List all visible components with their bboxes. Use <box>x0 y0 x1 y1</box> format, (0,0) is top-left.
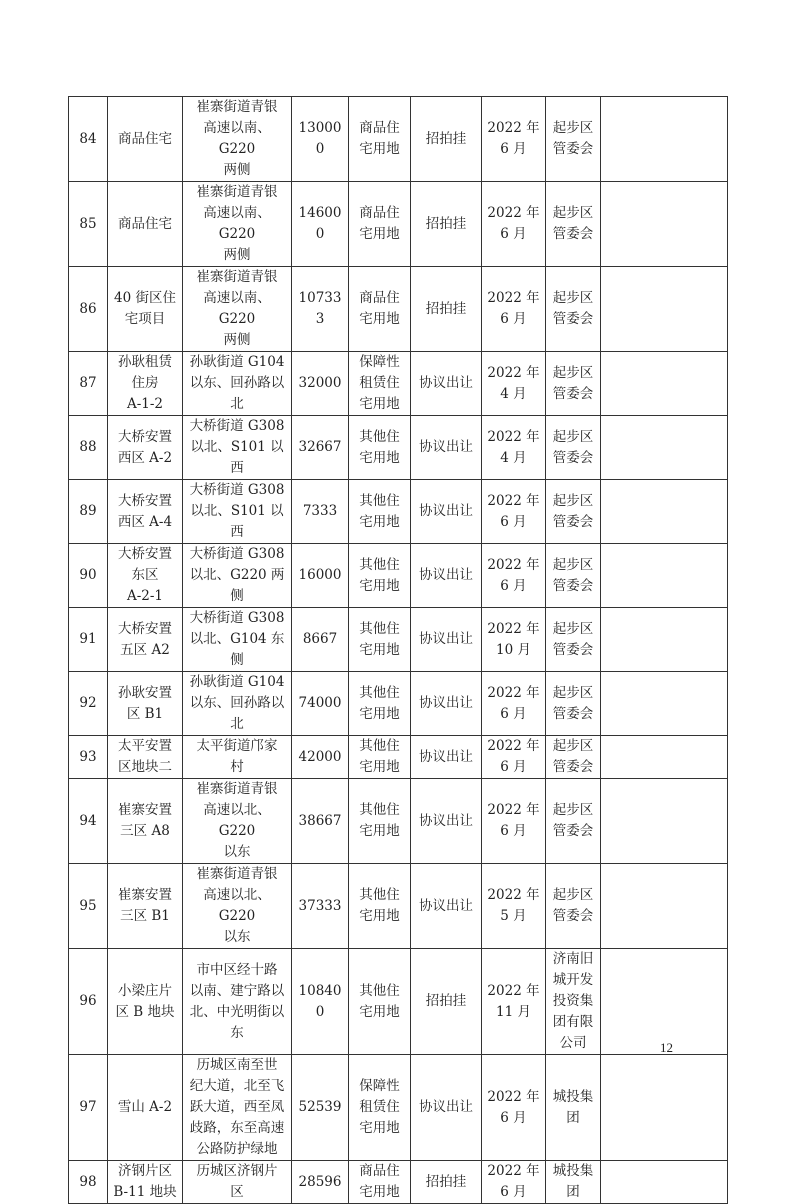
cell-method: 协议出让 <box>411 779 482 864</box>
cell-no: 94 <box>69 779 108 864</box>
cell-no: 91 <box>69 608 108 672</box>
cell-area: 7333 <box>292 480 349 544</box>
cell-note <box>601 736 728 779</box>
table-row <box>69 1161 728 1204</box>
cell-location: 崔寨街道青银 高速以北、G220 以东 <box>183 779 292 864</box>
table-row <box>69 480 728 544</box>
cell-use: 其他住 宅用地 <box>349 672 411 736</box>
cell-unit: 起步区 管委会 <box>546 416 601 480</box>
cell-method: 协议出让 <box>411 1055 482 1161</box>
cell-method: 协议出让 <box>411 480 482 544</box>
cell-time: 2022 年 6 月 <box>482 544 546 608</box>
cell-note <box>601 182 728 267</box>
cell-area: 14600 0 <box>292 182 349 267</box>
cell-area: 10840 0 <box>292 949 349 1055</box>
cell-unit: 起步区 管委会 <box>546 736 601 779</box>
cell-location: 历城区南至世 纪大道，北至飞 跃大道，西至凤 歧路，东至高速 公路防护绿地 <box>183 1055 292 1161</box>
cell-location: 历城区济钢片 区 <box>183 1161 292 1204</box>
cell-method: 招拍挂 <box>411 1161 482 1204</box>
cell-area: 37333 <box>292 864 349 949</box>
cell-location: 市中区经十路 以南、建宁路以 北、中光明街以 东 <box>183 949 292 1055</box>
cell-time: 2022 年 5 月 <box>482 864 546 949</box>
cell-area: 42000 <box>292 736 349 779</box>
cell-method: 协议出让 <box>411 608 482 672</box>
cell-unit: 城投集 团 <box>546 1055 601 1161</box>
cell-no: 98 <box>69 1161 108 1204</box>
cell-use: 其他住 宅用地 <box>349 416 411 480</box>
table-row <box>69 1055 728 1161</box>
table-row <box>69 182 728 267</box>
cell-no: 97 <box>69 1055 108 1161</box>
cell-area: 52539 <box>292 1055 349 1161</box>
cell-area: 16000 <box>292 544 349 608</box>
cell-no: 84 <box>69 97 108 182</box>
cell-unit: 起步区 管委会 <box>546 182 601 267</box>
cell-use: 商品住 宅用地 <box>349 267 411 352</box>
cell-use: 其他住 宅用地 <box>349 544 411 608</box>
cell-use: 商品住 宅用地 <box>349 97 411 182</box>
cell-area: 28596 <box>292 1161 349 1204</box>
table-row <box>69 779 728 864</box>
cell-time: 2022 年 6 月 <box>482 182 546 267</box>
cell-no: 88 <box>69 416 108 480</box>
cell-project: 雪山 A-2 <box>108 1055 183 1161</box>
cell-time: 2022 年 6 月 <box>482 779 546 864</box>
cell-method: 招拍挂 <box>411 949 482 1055</box>
cell-unit: 起步区 管委会 <box>546 267 601 352</box>
cell-project: 商品住宅 <box>108 182 183 267</box>
cell-method: 协议出让 <box>411 416 482 480</box>
cell-time: 2022 年 11 月 <box>482 949 546 1055</box>
cell-method: 协议出让 <box>411 672 482 736</box>
cell-use: 其他住 宅用地 <box>349 608 411 672</box>
cell-time: 2022 年 6 月 <box>482 267 546 352</box>
cell-area: 74000 <box>292 672 349 736</box>
cell-unit: 起步区 管委会 <box>546 864 601 949</box>
table-row <box>69 267 728 352</box>
cell-method: 协议出让 <box>411 864 482 949</box>
cell-unit: 城投集 团 <box>546 1161 601 1204</box>
cell-method: 协议出让 <box>411 736 482 779</box>
cell-use: 商品住 宅用地 <box>349 182 411 267</box>
cell-project: 大桥安置 西区 A-2 <box>108 416 183 480</box>
cell-time: 2022 年 6 月 <box>482 736 546 779</box>
cell-no: 96 <box>69 949 108 1055</box>
cell-time: 2022 年 10 月 <box>482 608 546 672</box>
cell-project: 崔寨安置 三区 A8 <box>108 779 183 864</box>
cell-area: 13000 0 <box>292 97 349 182</box>
cell-project: 大桥安置 西区 A-4 <box>108 480 183 544</box>
cell-note <box>601 779 728 864</box>
cell-project: 孙耿租赁 住房 A-1-2 <box>108 352 183 416</box>
cell-project: 济钢片区 B-11 地块 <box>108 1161 183 1204</box>
cell-time: 2022 年 4 月 <box>482 416 546 480</box>
table-row <box>69 864 728 949</box>
cell-note <box>601 949 728 1055</box>
cell-project: 商品住宅 <box>108 97 183 182</box>
cell-use: 其他住 宅用地 <box>349 949 411 1055</box>
cell-note <box>601 544 728 608</box>
table-row <box>69 672 728 736</box>
cell-note <box>601 1055 728 1161</box>
table-row <box>69 97 728 182</box>
cell-method: 招拍挂 <box>411 182 482 267</box>
cell-note <box>601 864 728 949</box>
cell-note <box>601 267 728 352</box>
page-number: 12 <box>660 1040 673 1055</box>
cell-use: 保障性 租赁住 宅用地 <box>349 1055 411 1161</box>
cell-no: 85 <box>69 182 108 267</box>
cell-note <box>601 1161 728 1204</box>
cell-project: 大桥安置 五区 A2 <box>108 608 183 672</box>
cell-no: 95 <box>69 864 108 949</box>
cell-use: 其他住 宅用地 <box>349 480 411 544</box>
cell-no: 93 <box>69 736 108 779</box>
cell-no: 92 <box>69 672 108 736</box>
table-row <box>69 544 728 608</box>
cell-unit: 起步区 管委会 <box>546 352 601 416</box>
cell-location: 孙耿街道 G104 以东、回孙路以 北 <box>183 672 292 736</box>
cell-location: 大桥街道 G308 以北、G220 两侧 <box>183 544 292 608</box>
cell-project: 小梁庄片 区 B 地块 <box>108 949 183 1055</box>
cell-no: 86 <box>69 267 108 352</box>
cell-method: 招拍挂 <box>411 267 482 352</box>
cell-no: 90 <box>69 544 108 608</box>
cell-unit: 起步区 管委会 <box>546 544 601 608</box>
cell-time: 2022 年 4 月 <box>482 352 546 416</box>
cell-location: 太平街道邝家 村 <box>183 736 292 779</box>
cell-area: 32000 <box>292 352 349 416</box>
cell-location: 崔寨街道青银 高速以北、G220 以东 <box>183 864 292 949</box>
cell-note <box>601 352 728 416</box>
cell-time: 2022 年 6 月 <box>482 1161 546 1204</box>
cell-location: 大桥街道 G308 以北、S101 以西 <box>183 416 292 480</box>
cell-no: 87 <box>69 352 108 416</box>
cell-location: 大桥街道 G308 以北、G104 东侧 <box>183 608 292 672</box>
cell-note <box>601 672 728 736</box>
cell-use: 其他住 宅用地 <box>349 779 411 864</box>
cell-method: 协议出让 <box>411 352 482 416</box>
cell-unit: 起步区 管委会 <box>546 97 601 182</box>
table-row <box>69 736 728 779</box>
cell-no: 89 <box>69 480 108 544</box>
land-supply-table <box>68 96 728 1204</box>
cell-location: 大桥街道 G308 以北、S101 以西 <box>183 480 292 544</box>
cell-unit: 起步区 管委会 <box>546 480 601 544</box>
cell-project: 40 街区住 宅项目 <box>108 267 183 352</box>
cell-project: 太平安置 区地块二 <box>108 736 183 779</box>
cell-unit: 起步区 管委会 <box>546 779 601 864</box>
cell-use: 其他住 宅用地 <box>349 864 411 949</box>
table-row <box>69 416 728 480</box>
cell-note <box>601 480 728 544</box>
cell-project: 孙耿安置 区 B1 <box>108 672 183 736</box>
cell-time: 2022 年 6 月 <box>482 97 546 182</box>
cell-time: 2022 年 6 月 <box>482 672 546 736</box>
cell-area: 38667 <box>292 779 349 864</box>
cell-location: 孙耿街道 G104 以东、回孙路以 北 <box>183 352 292 416</box>
table-row <box>69 949 728 1055</box>
table-row <box>69 352 728 416</box>
cell-use: 商品住 宅用地 <box>349 1161 411 1204</box>
cell-unit: 起步区 管委会 <box>546 608 601 672</box>
cell-method: 协议出让 <box>411 544 482 608</box>
cell-note <box>601 608 728 672</box>
cell-use: 其他住 宅用地 <box>349 736 411 779</box>
cell-area: 8667 <box>292 608 349 672</box>
cell-unit: 济南旧 城开发 投资集 团有限 公司 <box>546 949 601 1055</box>
table-row <box>69 608 728 672</box>
cell-note <box>601 97 728 182</box>
cell-area: 32667 <box>292 416 349 480</box>
cell-area: 10733 3 <box>292 267 349 352</box>
cell-location: 崔寨街道青银 高速以南、G220 两侧 <box>183 267 292 352</box>
cell-method: 招拍挂 <box>411 97 482 182</box>
cell-project: 大桥安置 东区 A-2-1 <box>108 544 183 608</box>
cell-time: 2022 年 6 月 <box>482 480 546 544</box>
cell-location: 崔寨街道青银 高速以南、G220 两侧 <box>183 182 292 267</box>
cell-use: 保障性 租赁住 宅用地 <box>349 352 411 416</box>
cell-unit: 起步区 管委会 <box>546 672 601 736</box>
cell-location: 崔寨街道青银 高速以南、G220 两侧 <box>183 97 292 182</box>
cell-project: 崔寨安置 三区 B1 <box>108 864 183 949</box>
cell-note <box>601 416 728 480</box>
cell-time: 2022 年 6 月 <box>482 1055 546 1161</box>
